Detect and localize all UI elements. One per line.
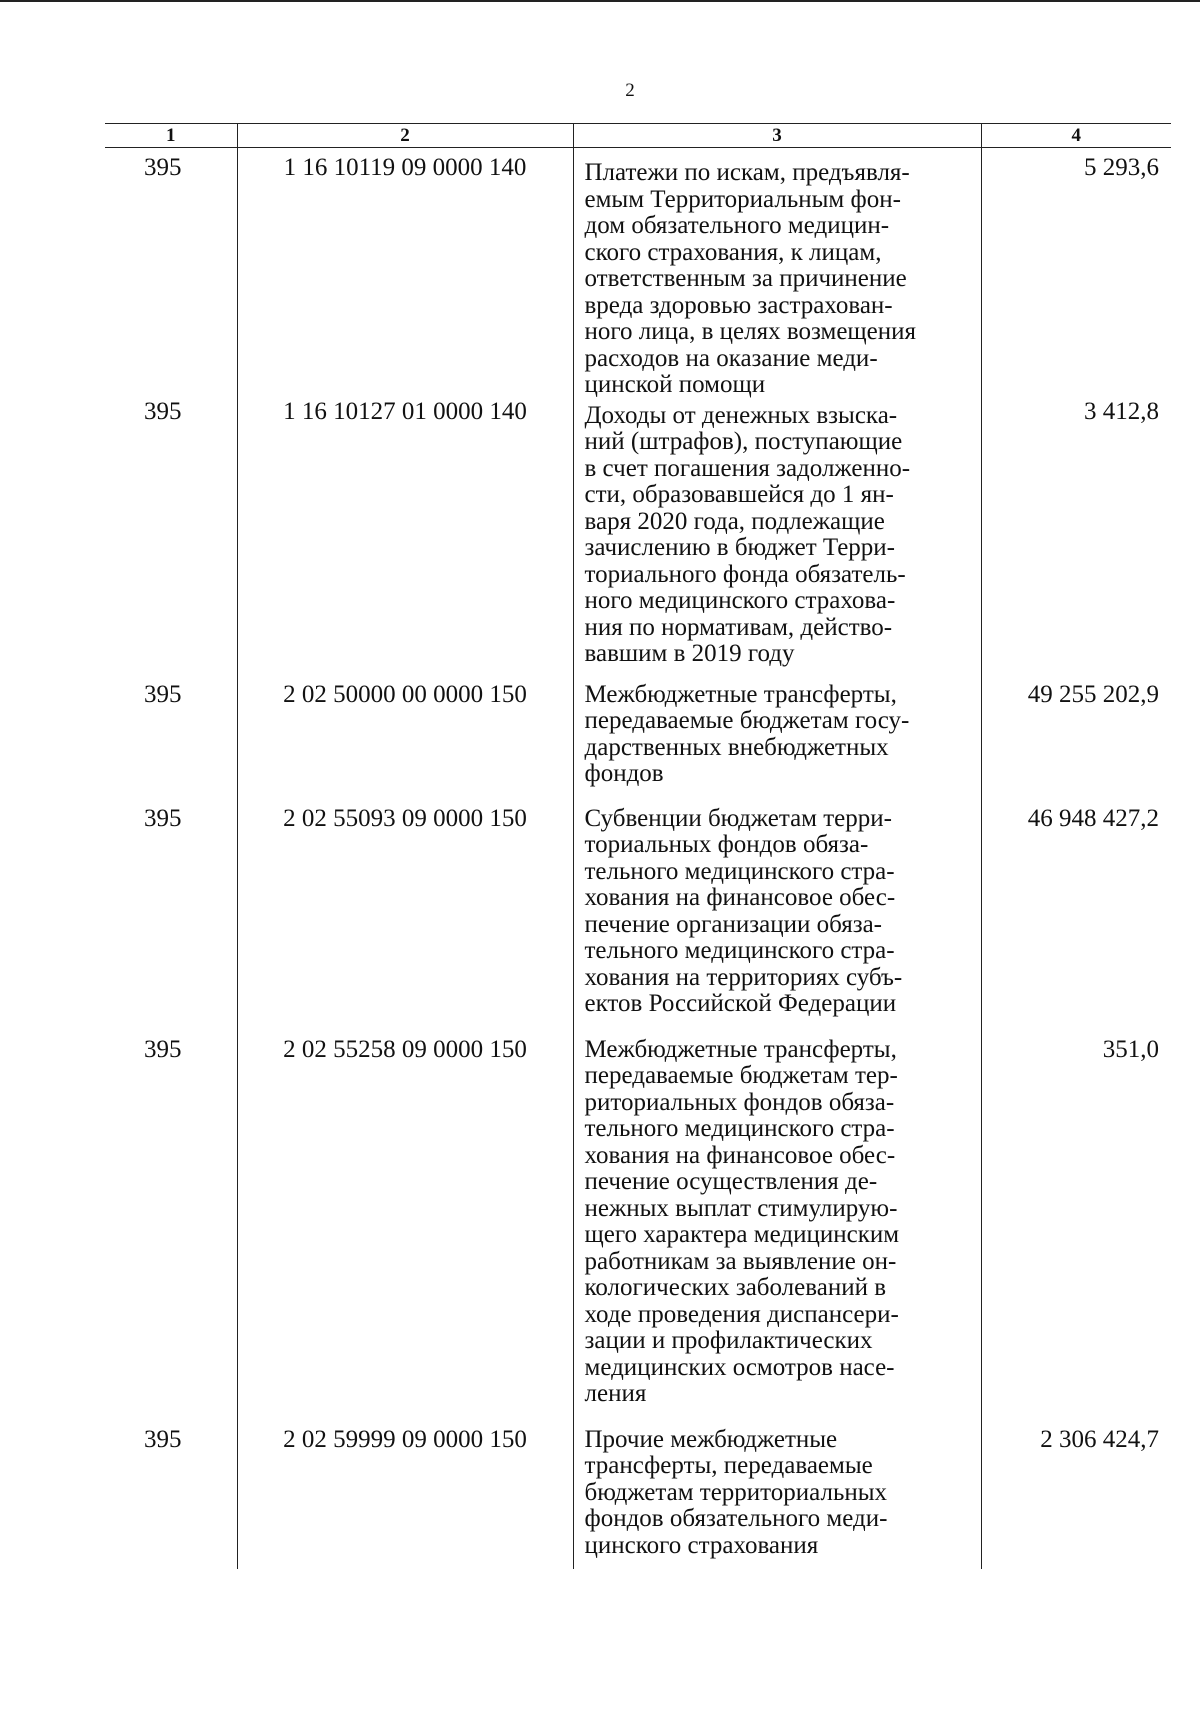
income-name-cell: Доходы от денежных взыска- ний (штрафов), поступающие в счет погашения задолженно- сти, образовавшейся до 1 ян- варя 2020 года, подлежащие зачислению в бюджет Терри- ториального фонда обязатель- ного медицинского страхова- ния по нормативам, действо- вавшим в 2019 году [573,399,981,682]
income-name-cell: Межбюджетные трансферты, передаваемые бюджетам госу- дарственных внебюджетных фондов [573,682,981,806]
table-row [105,148,1171,399]
column-header-1: 1 [105,124,237,148]
budget-code-cell: 2 02 59999 09 0000 150 [237,1427,573,1569]
column-header-3: 3 [573,124,981,148]
amount-cell: 351,0 [981,1037,1171,1427]
amount-cell: 2 306 424,7 [981,1427,1171,1569]
budget-code-cell: 1 16 10119 09 0000 140 [237,148,573,399]
amount-cell: 5 293,6 [981,148,1171,399]
admin-code-cell: 395 [144,804,182,832]
income-name-cell: Прочие межбюджетные трансферты, передаваемые бюджетам территориальных фондов обязательного меди- цинского страхования [573,1427,981,1569]
amount-cell: 3 412,8 [981,399,1171,682]
admin-code-cell: 395 [144,397,182,425]
page-number: 2 [625,80,635,101]
admin-code-cell: 395 [144,1035,182,1063]
column-header-4: 4 [981,124,1171,148]
income-name-cell: Субвенции бюджетам терри- ториальных фондов обяза- тельного медицинского стра- хования на финансовое обес- печение организации обяза- тельного медицинского стра- хования на территориях субъ- ектов Российской Федерации [573,806,981,1037]
income-name-cell: Межбюджетные трансферты, передаваемые бюджетам тер- риториальных фондов обяза- тельного медицинского стра- хования на финансовое обес- печение осуществления де- нежных выплат стимулирую- щего характера медицинским работникам за выявление он- кологических заболеваний в ходе проведения диспансери- зации и профилактических медицинских осмотров насе- ления [573,1037,981,1427]
income-name-cell: Платежи по искам, предъявля- емым Территориальным фон- дом обязательного медицин- ского страхования, к лицам, ответственным за причинение вреда здоровью застрахован- ного лица, в целях возмещения расходов на оказание меди- цинской помощи [573,148,981,399]
amount-cell: 46 948 427,2 [981,806,1171,1037]
admin-code-cell: 395 [144,154,182,181]
budget-code-cell: 2 02 55258 09 0000 150 [237,1037,573,1427]
column-header-2: 2 [237,124,573,148]
table-row [105,1037,1171,1427]
amount-cell: 49 255 202,9 [981,682,1171,806]
admin-code-cell: 395 [144,1425,182,1453]
table-row [105,682,1171,806]
page-top-border [0,0,1200,2]
budget-code-cell: 2 02 50000 00 0000 150 [237,682,573,806]
budget-code-cell: 1 16 10127 01 0000 140 [237,399,573,682]
table-row [105,399,1171,682]
budget-code-cell: 2 02 55093 09 0000 150 [237,806,573,1037]
table-header-row [105,124,1171,148]
table-row [105,1427,1171,1569]
admin-code-cell: 395 [144,680,182,708]
table-row [105,806,1171,1037]
revenue-table [105,123,1171,1569]
